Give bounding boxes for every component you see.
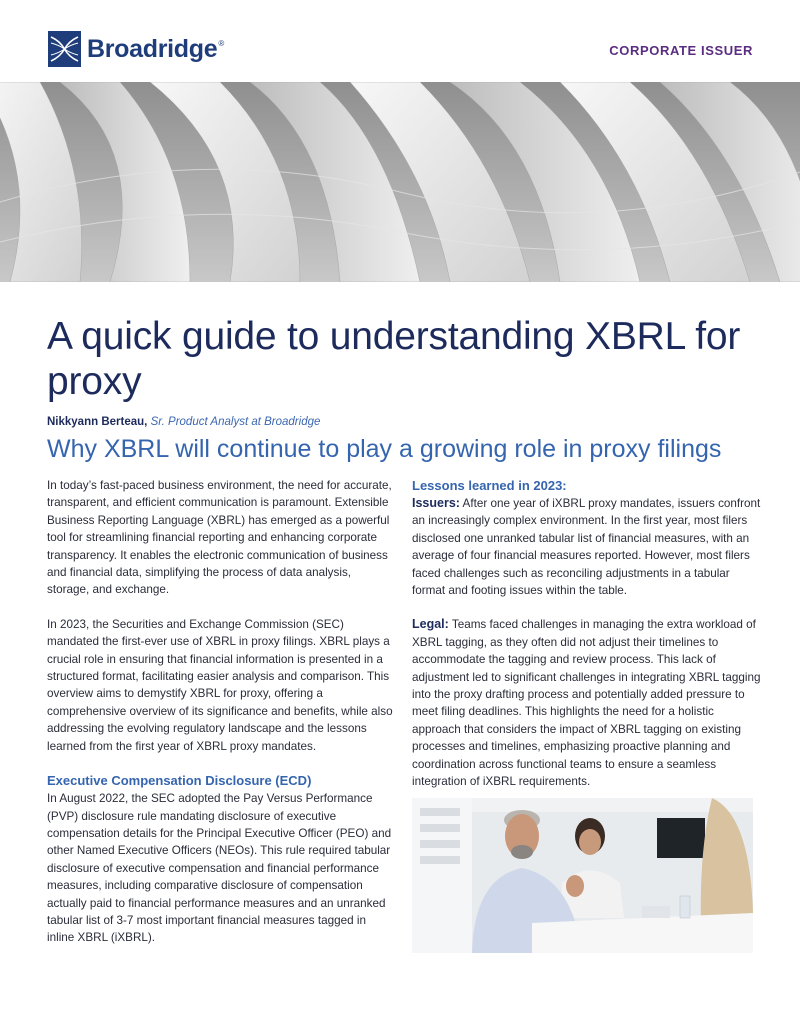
- page-header: [0, 0, 800, 82]
- author-name: Nikkyann Berteau,: [47, 416, 148, 428]
- hero-image: [0, 82, 800, 282]
- ecd-heading: Executive Compensation Disclosure (ECD): [47, 773, 312, 789]
- right-column: [412, 477, 762, 808]
- broadridge-logo-mark-icon: [48, 31, 81, 67]
- article-title: A quick guide to understanding XBRL for proxy: [47, 315, 741, 403]
- ecd-paragraph: In August 2022, the SEC adopted the Pay Versus Performance (PVP) disclosure rule mandating disclosure of executive compensation details for the Principal Executive Officer (PEO) and other Named Executive Officers (NEOs). This rule required tabular disclosure of executive compensation and financial performance measures, including comparative disclosure of compensation actually paid to financial performance measures and an unranked tabular list of 3-7 most important financial measures tagged in inline XBRL (iXBRL).: [47, 792, 392, 945]
- architectural-lattice-image: [0, 82, 800, 282]
- registered-mark: ®: [218, 38, 225, 48]
- author-role: Sr. Product Analyst at Broadridge: [150, 416, 321, 428]
- broadridge-logo[interactable]: [48, 31, 224, 67]
- left-column: [47, 477, 393, 964]
- intro-paragraph: In today’s fast-paced business environment, the need for accurate, transparent, and efficient communication is paramount. Extensible Business Reporting Language (XBRL) has emerged as a powerful tool for streamlining financial reporting and enhancing corporate transparency. It enables the electronic communication of business and financial data, simplifying the process of data analysis, storage, and exchange.: [47, 479, 392, 597]
- business-meeting-image: [412, 798, 753, 953]
- logo-wordmark: Broadridge: [87, 35, 218, 63]
- legal-paragraph: [412, 616, 762, 790]
- issuers-label: Issuers:: [412, 496, 460, 510]
- legal-label: Legal:: [412, 617, 449, 632]
- byline: [47, 416, 320, 428]
- sec-mandate-paragraph: In 2023, the Securities and Exchange Commission (SEC) mandated the first-ever use of XBRL in proxy filings. XBRL plays a crucial role in ensuring that financial information is presented in a structured format, facilitating easier analysis and comparison. This overview aims to demystify XBRL for proxy, offering a comprehensive overview of its significance and benefits, while also addressing the evolving regulatory landscape and the lessons learned from the first year of XBRL proxy mandates.: [47, 617, 393, 753]
- legal-text: Teams faced challenges in managing the extra workload of XBRL tagging, as they often did not adjust their timelines to accommodate the tagging and review process. This lack of adjustment led to significant challenges in integrating XBRL tagging into the proxy drafting process and potentially added pressure to meet filing deadlines. This highlights the need for a holistic approach that considers the impact of XBRL tagging on existing processes and timelines, emphasizing proactive planning and coordination across functional teams to ensure a seamless integration of iXBRL requirements.: [412, 618, 761, 789]
- article-subtitle: Why XBRL will continue to play a growing role in proxy filings: [47, 435, 722, 463]
- lessons-heading: Lessons learned in 2023:: [412, 478, 567, 493]
- meeting-photo: [412, 798, 753, 953]
- corporate-issuer-label: CORPORATE ISSUER: [609, 43, 753, 58]
- issuers-paragraph: [412, 495, 762, 599]
- issuers-text: After one year of iXBRL proxy mandates, issuers confront an increasingly complex environment. In the first year, most filers disclosed one unranked tabular list of financial measures, with an average of four financial measures reported. However, most filers faced challenges such as reconciling adjustments in a tabular format and footing issues within the table.: [412, 497, 761, 598]
